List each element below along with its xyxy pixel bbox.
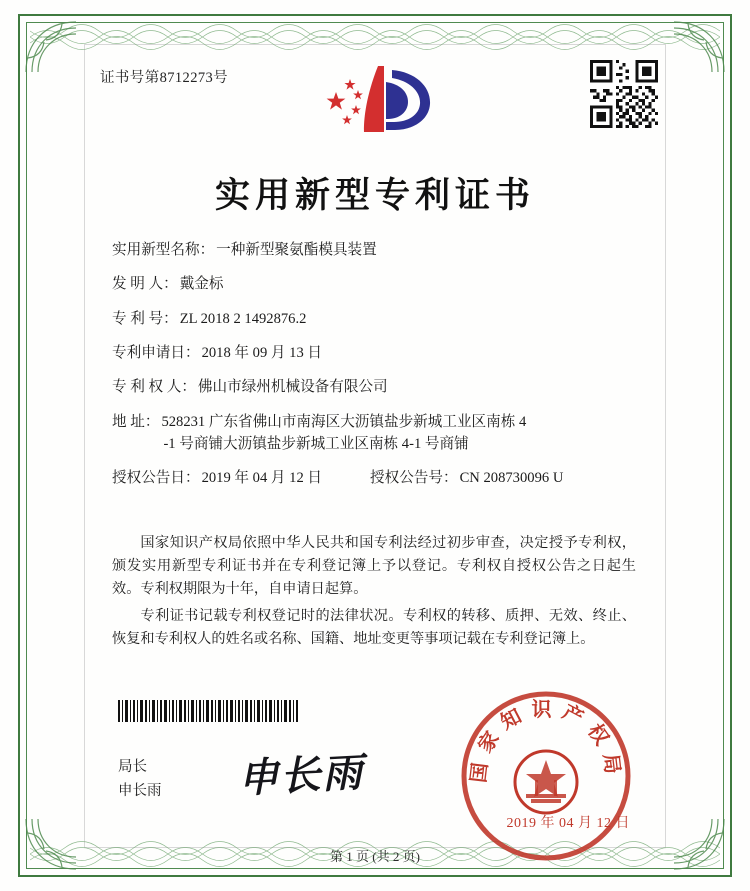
field-label: 授权公告日： xyxy=(112,470,200,487)
field-grant-date xyxy=(112,471,370,486)
field-list xyxy=(112,243,642,506)
field-label: 专利申请日： xyxy=(112,344,200,361)
cnipa-emblem-icon xyxy=(300,62,450,138)
field-value: 佛山市绿州机械设备有限公司 xyxy=(197,379,388,396)
handwritten-signature: 申长雨 xyxy=(237,748,366,803)
barcode-icon xyxy=(118,700,298,722)
field-label: 地 址： xyxy=(112,413,160,430)
svg-text:国家知识产权局: 国家知识产权局 xyxy=(467,699,625,784)
qr-code-icon xyxy=(590,60,658,128)
field-value-line2: -1 号商铺大沥镇盐步新城工业区南栋 4-1 号商铺 xyxy=(163,435,469,452)
field-grant-number xyxy=(370,471,563,486)
field-value: 戴金标 xyxy=(179,276,224,293)
field-label: 授权公告号： xyxy=(370,470,458,487)
signature-block xyxy=(118,756,162,804)
field-value: 2018 年 09 月 13 日 xyxy=(201,344,322,361)
field-row-grant-announcement xyxy=(112,471,642,486)
field-row-inventor xyxy=(112,277,642,292)
field-row-patentee xyxy=(112,380,642,395)
field-row-address xyxy=(112,415,642,453)
corner-ornament-icon xyxy=(670,18,728,76)
page-title: 实用新型专利证书 xyxy=(214,176,535,215)
field-value: 528231 广东省佛山市南海区大沥镇盐步新城工业区南栋 4 xyxy=(161,413,527,430)
page-footer: 第 1 页 (共 2 页) xyxy=(330,849,420,864)
legal-text-block xyxy=(112,532,636,655)
field-row-patent-number xyxy=(112,312,642,327)
field-value: 2019 年 04 月 12 日 xyxy=(201,470,322,487)
field-label: 专 利 号： xyxy=(112,310,178,327)
field-value-block xyxy=(159,415,642,453)
certificate-number: 证书号第8712273号 xyxy=(100,70,229,86)
corner-ornament-icon xyxy=(22,18,80,76)
field-label: 实用新型名称： xyxy=(112,242,215,258)
guilloche-pattern-top xyxy=(30,24,720,50)
field-value: 一种新型聚氨酯模具装置 xyxy=(216,242,377,258)
field-value: ZL 2018 2 1492876.2 xyxy=(179,310,307,327)
field-label: 发 明 人： xyxy=(112,276,178,293)
official-seal-icon xyxy=(460,690,632,862)
director-title-label: 局长 xyxy=(118,759,147,775)
field-row-application-date xyxy=(112,346,642,361)
field-row-utility-model-name xyxy=(112,243,642,258)
field-value: CN 208730096 U xyxy=(459,470,564,487)
legal-paragraph: 专利证书记载专利权登记时的法律状况。专利权的转移、质押、无效、终止、恢复和专利权人的姓名或名称、国籍、地址变更等事项记载在专利登记簿上。 xyxy=(112,608,636,647)
legal-paragraph: 国家知识产权局依照中华人民共和国专利法经过初步审查，决定授予专利权，颁发实用新型专利证书并在专利登记簿上予以登记。专利权自授权公告之日起生效。专利权期限为十年，自申请日起算。 xyxy=(112,535,636,597)
field-label: 专 利 权 人： xyxy=(112,379,196,396)
seal-date: 2019 年 04 月 12 日 xyxy=(506,816,630,831)
director-name-label: 申长雨 xyxy=(118,782,162,799)
